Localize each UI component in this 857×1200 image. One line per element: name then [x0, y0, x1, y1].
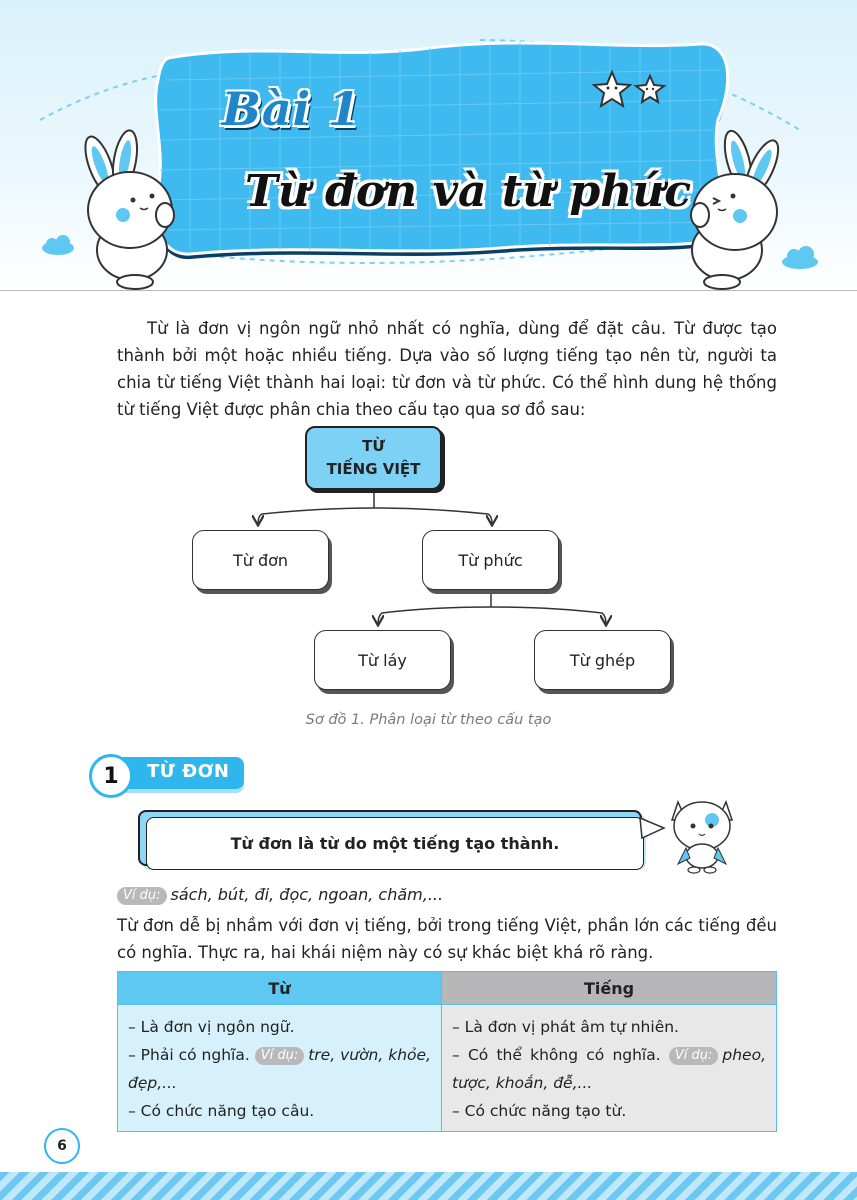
diagram-root-node — [305, 426, 442, 490]
tu-row2: – Phải có nghĩa. Ví dụ: tre, vườn, khỏe, đẹp,... — [128, 1046, 431, 1092]
section-heading — [79, 752, 244, 796]
section-title: TỪ ĐƠN — [147, 761, 230, 782]
tieng-row2: – Có thể không có nghĩa. Ví dụ: pheo, tược, khoắn, đễ,... — [452, 1046, 766, 1092]
diagram-node-tu-don: Từ đơn — [192, 530, 329, 590]
lesson-label: Bài 1 — [222, 82, 362, 136]
diagram-node-tu-phuc: Từ phức — [422, 530, 559, 590]
tu-row3: – Có chức năng tạo câu. — [128, 1102, 315, 1120]
example-label: Ví dụ: — [117, 887, 167, 905]
diagram-caption: Sơ đồ 1. Phân loại từ theo cấu tạo — [305, 712, 552, 728]
tieng-row3: – Có chức năng tạo từ. — [452, 1102, 627, 1120]
definition-text: Từ đơn là từ do một tiếng tạo thành. — [230, 834, 560, 853]
intro-paragraph: Từ là đơn vị ngôn ngữ nhỏ nhất có nghĩa, dùng để đặt câu. Từ được tạo thành bởi một hoặc nhiều tiếng. Dựa vào số lượng tiếng tạo nên từ, người ta chia từ tiếng Việt thành hai loại: từ đơn và từ phức. Có thể hình dung hệ thống từ tiếng Việt được phân chia theo cấu tạo qua sơ đồ sau: — [117, 319, 777, 419]
tieng-example-label: Ví dụ: — [669, 1047, 719, 1065]
tu-row1: – Là đơn vị ngôn ngữ. — [128, 1018, 295, 1036]
tu-example-text: tre, vườn, khỏe, đẹp,... — [128, 1046, 431, 1092]
definition-inner — [146, 817, 644, 870]
root-line2: TIẾNG VIỆT — [326, 460, 421, 478]
tu-example-label: Ví dụ: — [255, 1047, 305, 1065]
table-header-tieng: Tiếng — [442, 972, 777, 1005]
tieng-row1: – Là đơn vị phát âm tự nhiên. — [452, 1018, 679, 1036]
speech-tail — [640, 818, 664, 838]
example-text: sách, bút, đi, đọc, ngoan, chăm,... — [170, 885, 444, 904]
table-cell-tieng — [442, 1005, 777, 1132]
definition-box — [138, 810, 642, 866]
section-paragraph: Từ đơn dễ bị nhầm với đơn vị tiếng, bởi trong tiếng Việt, phần lớn các tiếng đều có nghĩa. Thực ra, hai khái niệm này có sự khác biệt khá rõ ràng. — [117, 916, 777, 962]
root-line1: TỪ — [362, 437, 385, 455]
cat-mascot-illustration — [630, 790, 760, 880]
diagram-node-tu-lay: Từ láy — [314, 630, 451, 690]
tieng-example-text: pheo, tược, khoắn, đễ,... — [452, 1046, 766, 1092]
diagram-node-tu-ghep: Từ ghép — [534, 630, 671, 690]
section-number: 1 — [89, 754, 133, 798]
lesson-title: Từ đơn và từ phức — [245, 166, 692, 217]
comparison-table — [117, 971, 777, 1132]
footer-stripe — [0, 1172, 857, 1200]
cat-mascot-icon — [672, 802, 732, 873]
example-line — [117, 885, 443, 905]
page-number: 6 — [44, 1128, 80, 1164]
table-cell-tu — [118, 1005, 442, 1132]
table-header-tu: Từ — [118, 972, 442, 1005]
